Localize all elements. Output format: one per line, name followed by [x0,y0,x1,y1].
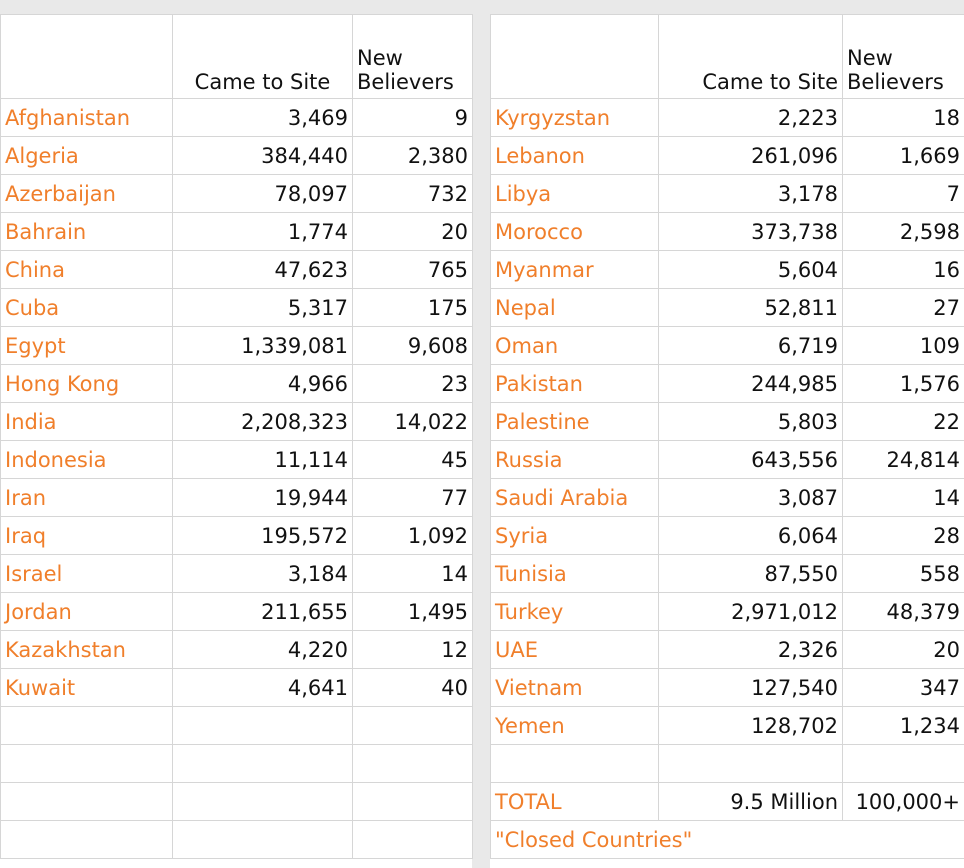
country-cell: Russia [491,441,659,479]
footnote-row [491,821,964,859]
table-row [491,175,964,213]
header-country-cell [1,15,173,99]
new-believers-cell: 1,092 [353,517,473,555]
came-to-site-cell: 87,550 [659,555,843,593]
came-to-site-cell: 3,178 [659,175,843,213]
came-to-site-cell: 78,097 [173,175,353,213]
table-row [1,403,473,441]
table-row [491,631,964,669]
came-to-site-cell: 211,655 [173,593,353,631]
country-cell: Azerbaijan [1,175,173,213]
table-row [1,327,473,365]
table-row [491,403,964,441]
empty-row [1,821,473,859]
table-row [1,365,473,403]
left-table [0,14,473,859]
came-to-site-cell: 5,317 [173,289,353,327]
table-row [1,99,473,137]
country-cell: Morocco [491,213,659,251]
came-to-site-cell: 6,719 [659,327,843,365]
country-cell: Kyrgyzstan [491,99,659,137]
empty-row [1,745,473,783]
came-to-site-cell: 52,811 [659,289,843,327]
table-row [491,365,964,403]
header-new-believers: New Believers [353,15,473,99]
empty-cell [843,745,964,783]
header-new-believers: New Believers [843,15,964,99]
country-cell: Lebanon [491,137,659,175]
came-to-site-cell: 5,604 [659,251,843,289]
country-cell: Iraq [1,517,173,555]
empty-cell [353,745,473,783]
new-believers-cell: 2,598 [843,213,964,251]
new-believers-cell: 14 [353,555,473,593]
header-row [491,15,964,99]
came-to-site-cell: 4,641 [173,669,353,707]
new-believers-cell: 347 [843,669,964,707]
empty-cell [491,745,659,783]
table-row [491,289,964,327]
country-cell: China [1,251,173,289]
new-believers-cell: 1,234 [843,707,964,745]
new-believers-cell: 40 [353,669,473,707]
table-row [491,517,964,555]
new-believers-cell: 1,669 [843,137,964,175]
right-table [490,14,964,859]
country-cell: Afghanistan [1,99,173,137]
country-cell: Yemen [491,707,659,745]
spreadsheet [0,14,964,868]
table-row [491,669,964,707]
country-cell: UAE [491,631,659,669]
new-believers-cell: 558 [843,555,964,593]
country-cell: India [1,403,173,441]
came-to-site-cell: 384,440 [173,137,353,175]
new-believers-cell: 12 [353,631,473,669]
new-believers-cell: 16 [843,251,964,289]
new-believers-cell: 77 [353,479,473,517]
empty-cell [353,783,473,821]
came-to-site-cell: 261,096 [659,137,843,175]
new-believers-cell: 18 [843,99,964,137]
header-row [1,15,473,99]
country-cell: Kuwait [1,669,173,707]
table-row [491,707,964,745]
new-believers-cell: 23 [353,365,473,403]
new-believers-cell: 175 [353,289,473,327]
empty-cell [173,821,353,859]
new-believers-cell: 22 [843,403,964,441]
empty-cell [1,821,173,859]
empty-cell [353,821,473,859]
came-to-site-cell: 2,971,012 [659,593,843,631]
table-row [491,327,964,365]
came-to-site-cell: 244,985 [659,365,843,403]
table-row [1,593,473,631]
table-row [491,251,964,289]
country-cell: Hong Kong [1,365,173,403]
new-believers-cell: 48,379 [843,593,964,631]
header-country-cell [491,15,659,99]
new-believers-cell: 24,814 [843,441,964,479]
came-to-site-cell: 4,966 [173,365,353,403]
table-row [1,289,473,327]
country-cell: Libya [491,175,659,213]
empty-cell [1,745,173,783]
came-to-site-cell: 2,208,323 [173,403,353,441]
table-row [1,213,473,251]
country-cell: Jordan [1,593,173,631]
country-cell: Kazakhstan [1,631,173,669]
country-cell: Bahrain [1,213,173,251]
country-cell: Turkey [491,593,659,631]
new-believers-cell: 7 [843,175,964,213]
country-cell: Iran [1,479,173,517]
table-row [1,517,473,555]
left-table-panel [0,14,472,868]
country-cell: Algeria [1,137,173,175]
new-believers-cell: 27 [843,289,964,327]
country-cell: Syria [491,517,659,555]
new-believers-cell: 14,022 [353,403,473,441]
came-to-site-cell: 4,220 [173,631,353,669]
table-row [491,99,964,137]
new-believers-cell: 1,495 [353,593,473,631]
country-cell: Indonesia [1,441,173,479]
empty-cell [1,783,173,821]
new-believers-cell: 20 [353,213,473,251]
table-row [1,175,473,213]
empty-row [1,783,473,821]
empty-cell [659,745,843,783]
country-cell: Egypt [1,327,173,365]
came-to-site-cell: 3,087 [659,479,843,517]
came-to-site-cell: 5,803 [659,403,843,441]
table-row [1,137,473,175]
empty-cell [1,707,173,745]
table-row [491,213,964,251]
new-believers-cell: 1,576 [843,365,964,403]
came-to-site-cell: 6,064 [659,517,843,555]
new-believers-cell: 20 [843,631,964,669]
empty-cell [353,707,473,745]
total-new-believers: 100,000+ [843,783,964,821]
new-believers-cell: 28 [843,517,964,555]
came-to-site-cell: 373,738 [659,213,843,251]
came-to-site-cell: 47,623 [173,251,353,289]
table-row [1,441,473,479]
right-table-panel [490,14,964,868]
came-to-site-cell: 128,702 [659,707,843,745]
country-cell: Vietnam [491,669,659,707]
new-believers-cell: 732 [353,175,473,213]
table-row [1,479,473,517]
empty-cell [173,745,353,783]
header-came-to-site: Came to Site [173,15,353,99]
came-to-site-cell: 3,469 [173,99,353,137]
country-cell: Saudi Arabia [491,479,659,517]
total-row [491,783,964,821]
new-believers-cell: 765 [353,251,473,289]
table-row [491,593,964,631]
came-to-site-cell: 19,944 [173,479,353,517]
empty-row [1,707,473,745]
new-believers-cell: 2,380 [353,137,473,175]
came-to-site-cell: 1,774 [173,213,353,251]
empty-row [491,745,964,783]
country-cell: Cuba [1,289,173,327]
country-cell: Pakistan [491,365,659,403]
came-to-site-cell: 1,339,081 [173,327,353,365]
came-to-site-cell: 643,556 [659,441,843,479]
footnote-closed-countries: "Closed Countries" [491,821,964,859]
new-believers-cell: 45 [353,441,473,479]
new-believers-cell: 9,608 [353,327,473,365]
country-cell: Palestine [491,403,659,441]
came-to-site-cell: 11,114 [173,441,353,479]
empty-cell [173,707,353,745]
new-believers-cell: 14 [843,479,964,517]
table-row [491,441,964,479]
total-came-to-site: 9.5 Million [659,783,843,821]
country-cell: Oman [491,327,659,365]
came-to-site-cell: 2,223 [659,99,843,137]
country-cell: Nepal [491,289,659,327]
table-row [1,669,473,707]
country-cell: Tunisia [491,555,659,593]
table-row [491,479,964,517]
header-came-to-site: Came to Site [659,15,843,99]
came-to-site-cell: 3,184 [173,555,353,593]
table-row [1,251,473,289]
new-believers-cell: 9 [353,99,473,137]
came-to-site-cell: 127,540 [659,669,843,707]
came-to-site-cell: 195,572 [173,517,353,555]
country-cell: Israel [1,555,173,593]
total-label: TOTAL [491,783,659,821]
table-row [491,555,964,593]
table-row [491,137,964,175]
country-cell: Myanmar [491,251,659,289]
new-believers-cell: 109 [843,327,964,365]
table-row [1,555,473,593]
empty-cell [173,783,353,821]
came-to-site-cell: 2,326 [659,631,843,669]
table-row [1,631,473,669]
